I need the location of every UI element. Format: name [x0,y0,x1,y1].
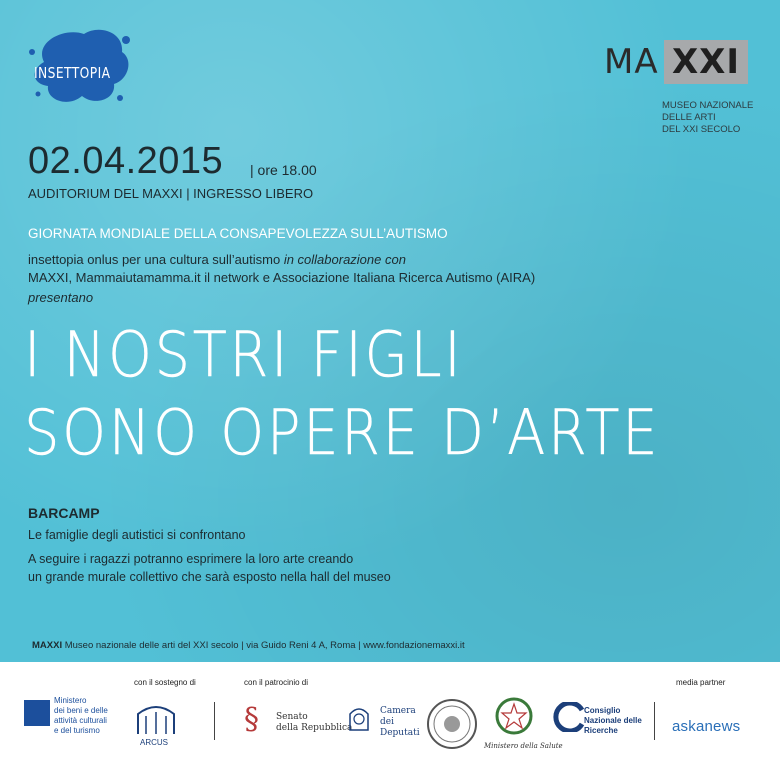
senato-logo-text: Senato della Repubblica [276,712,353,733]
organizers-line-2: MAXXI, Mammaiutamamma.it il network e Associazione Italiana Ricerca Autismo (AIRA) [28,270,536,285]
divider [654,702,655,740]
main-title-line-2: SONO OPERE D’ARTE [24,396,661,469]
label-sostegno: con il sostegno di [134,678,196,687]
footer-address [32,640,465,651]
senato-logo-icon: § [244,702,259,737]
barcamp-line-2: A seguire i ragazzi potranno esprimere la loro arte creando [28,552,354,566]
footer-brand: MAXXI [32,640,63,651]
emblem-icon [494,696,534,736]
cnr-logo-icon [548,702,586,732]
footer-text: Museo nazionale delle arti del XXI secolo | via Guido Reni 4 A, Roma | www.fondazionemaxxi.it [62,640,465,651]
event-time: | ore 18.00 [250,162,317,178]
occasion-heading: GIORNATA MONDIALE DELLA CONSAPEVOLEZZA SULL’AUTISMO [28,226,448,241]
maxxi-subtitle: MUSEO NAZIONALE DELLE ARTI DEL XXI SECOLO [662,100,754,135]
barcamp-line-1: Le famiglie degli autistici si confrontano [28,528,246,542]
insettopia-logo-text: INSETTOPIA [34,64,111,82]
mibac-logo-icon [24,700,50,726]
sponsor-strip [0,662,780,764]
askanews-logo: askanews [672,718,741,735]
organizers-line-1 [28,252,406,267]
collaboration-text: in collaborazione con [283,252,406,267]
camera-logo-icon [344,702,374,734]
camera-logo-text: Camera dei Deputati [380,706,420,738]
maxxi-logo-suffix: XXI [664,40,748,84]
mibac-logo-text: Ministero dei beni e delle attività culturali e del turismo [54,696,108,735]
event-venue: AUDITORIUM DEL MAXXI | INGRESSO LIBERO [28,186,314,201]
seal-icon [426,698,478,750]
organizers-text: insettopia onlus per una cultura sull’autismo [28,252,284,267]
cnr-logo-text: Consiglio Nazionale delle Ricerche [584,706,642,735]
label-media-partner: media partner [676,678,726,687]
maxxi-logo-prefix: MA [604,42,659,82]
barcamp-line-3: un grande murale collettivo che sarà esposto nella hall del museo [28,570,391,584]
main-title-line-1: I NOSTRI FIGLI [24,318,464,391]
arcus-logo-icon [130,698,182,738]
divider [214,702,215,740]
salute-logo-text: Ministero della Salute [484,742,563,750]
event-date: 02.04.2015 [28,140,224,182]
label-patrocinio: con il patrocinio di [244,678,309,687]
barcamp-heading: BARCAMP [28,505,100,521]
presentano-text: presentano [28,290,94,305]
arcus-logo-text: ARCUS [140,738,169,747]
